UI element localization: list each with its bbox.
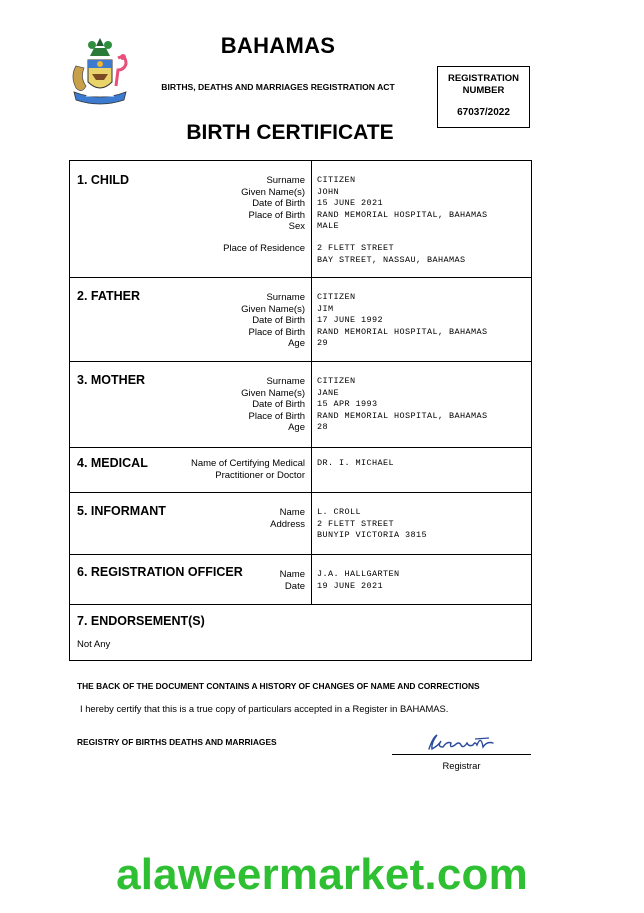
medical-labels: Name of Certifying Medical Practitioner or Doctor [190,458,305,481]
act-title: BIRTHS, DEATHS AND MARRIAGES REGISTRATION ACT [161,82,395,92]
certificate-table [69,160,532,661]
child-values: CITIZEN JOHN 15 JUNE 2021 RAND MEMORIAL HOSPITAL, BAHAMAS MALE 2 FLETT STREET BAY STREET, NASSAU, BAHAMAS [317,175,488,265]
section-heading: 4. MEDICAL [77,456,148,470]
registration-label: REGISTRATION NUMBER [447,73,520,96]
child-labels: Surname Given Name(s) Date of Birth Place of Birth Sex Place of Residence [223,175,305,254]
registrar-label: Registrar [442,760,481,771]
section-heading: 2. FATHER [77,289,140,303]
father-labels: Surname Given Name(s) Date of Birth Place of Birth Age [241,292,305,350]
section-registration-officer [70,555,531,605]
back-of-document-note: THE BACK OF THE DOCUMENT CONTAINS A HISTORY OF CHANGES OF NAME AND CORRECTIONS [77,681,480,691]
section-heading: 3. MOTHER [77,373,146,387]
informant-values: L. CROLL 2 FLETT STREET BUNYIP VICTORIA 3815 [317,507,428,541]
registration-number: 67037/2022 [457,107,510,118]
medical-value: DR. I. MICHAEL [317,458,395,468]
section-heading: 5. INFORMANT [77,504,166,518]
certification-statement: I hereby certify that this is a true copy of particulars accepted in a Register in BAHAMAS. [80,703,449,714]
section-heading: 1. CHILD [77,173,130,187]
coat-of-arms-emblem [66,36,134,112]
officer-values: J.A. HALLGARTEN 19 JUNE 2021 [317,569,400,591]
section-child [70,161,531,278]
section-heading: 7. ENDORSEMENT(S) [77,614,205,628]
watermark-text: alaweermarket.com [116,850,528,899]
mother-labels: Surname Given Name(s) Date of Birth Place of Birth Age [241,376,305,434]
signature-line [392,754,531,755]
registry-name: REGISTRY OF BIRTHS DEATHS AND MARRIAGES [77,737,277,747]
registrar-signature [423,731,503,753]
informant-labels: Name Address [270,507,305,530]
section-father [70,278,531,362]
country-name: BAHAMAS [220,33,336,58]
registration-number-box [437,66,530,128]
section-informant [70,493,531,555]
father-values: CITIZEN JIM 17 JUNE 1992 RAND MEMORIAL HOSPITAL, BAHAMAS 29 [317,292,488,349]
endorsement-value: Not Any [77,639,111,650]
section-endorsement [70,605,531,660]
section-medical [70,448,531,493]
officer-labels: Name Date [279,569,305,592]
section-heading: 6. REGISTRATION OFFICER [77,565,243,579]
section-mother [70,362,531,448]
document-title: BIRTH CERTIFICATE [186,121,394,144]
mother-values: CITIZEN JANE 15 APR 1993 RAND MEMORIAL HOSPITAL, BAHAMAS 28 [317,376,488,433]
